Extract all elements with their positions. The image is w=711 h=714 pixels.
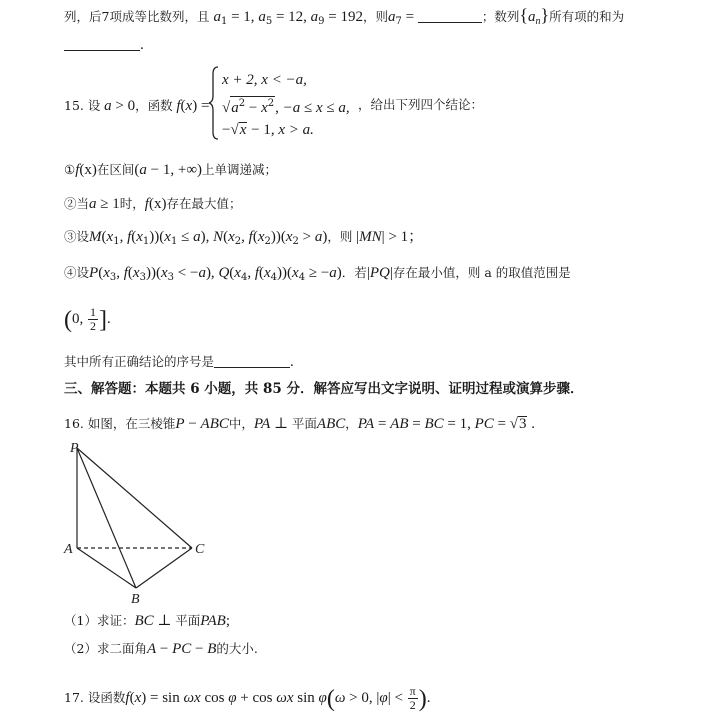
q15-closing: 其中所有正确结论的序号是 . bbox=[64, 354, 294, 370]
edge-PB bbox=[77, 448, 136, 588]
q16-part-2: （2）求二面角A − PC − B的大小. bbox=[64, 641, 258, 657]
label-P: P bbox=[70, 441, 79, 456]
answer-blank-a7[interactable] bbox=[418, 10, 482, 23]
case-1: x + 2, x < −a, bbox=[222, 72, 307, 88]
q16-part-1: （1）求证：BC ⊥ 平面PAB; bbox=[64, 613, 230, 629]
answer-blank-q15[interactable] bbox=[214, 355, 290, 368]
tetrahedron-figure bbox=[60, 440, 220, 610]
q15-item-1: ①f(x)在区间(a − 1, +∞)上单调递减； bbox=[64, 162, 278, 178]
q15-item-2: ②当a ≥ 1时，f(x)存在最大值； bbox=[64, 196, 242, 212]
answer-blank-sum[interactable]: . bbox=[64, 38, 144, 53]
q16-stem: 16. 如图，在三棱锥P − ABC中，PA ⊥ 平面ABC，PA = AB = BC = 1, PC = √3 . bbox=[64, 416, 535, 432]
edge-PC bbox=[77, 448, 192, 548]
q15-stem: 15. 设 a > 0，函数 f(x) = bbox=[64, 98, 210, 114]
q15-item-4-range: (0, $\frac{1}{2}$ ]. bbox=[64, 305, 111, 333]
q15-item-3: ③设$M(x_1$, $f(x_1))(x_1 \le a)$, $N(x_2$, $f(x_2))(x_2 > a)$，则 |MN| > 1； bbox=[64, 229, 424, 247]
case-3: −√x − 1, x > a. bbox=[222, 122, 314, 138]
edge-BC bbox=[136, 548, 192, 588]
label-A: A bbox=[64, 542, 73, 557]
q14-continuation: 列，后7项成等比数列，且 $a_1 = 1$, $a_5 = 12$, $a_9 = 192$，则$a_7$ = ；数列$\{a_n\}$所有项的和为 bbox=[64, 5, 625, 27]
label-B: B bbox=[131, 592, 140, 607]
q17-stem: 17. 设函数f(x) = sin ωx cos φ + cos ωx sin φ(ω > 0, |φ| < $\frac{\pi}{2}$ ). bbox=[64, 684, 431, 712]
case-2: $√a^2 - x^2$, −a ≤ x ≤ a, bbox=[222, 98, 350, 116]
section-heading: 三、解答题：本题共 6 小题，共 85 分．解答应写出文字说明、证明过程或演算步骤． bbox=[64, 381, 584, 397]
label-C: C bbox=[195, 542, 205, 557]
q15-stem-end: ，给出下列四个结论： bbox=[358, 97, 484, 112]
piecewise-brace bbox=[208, 66, 220, 140]
q15-item-4: ④设$P(x_3$, $f(x_3))(x_3 < -a)$, $Q(x_4$, $f(x_4))(x_4 \ge -a)$．若|PQ|存在最小值，则 a 的取值范围是 bbox=[64, 265, 571, 283]
